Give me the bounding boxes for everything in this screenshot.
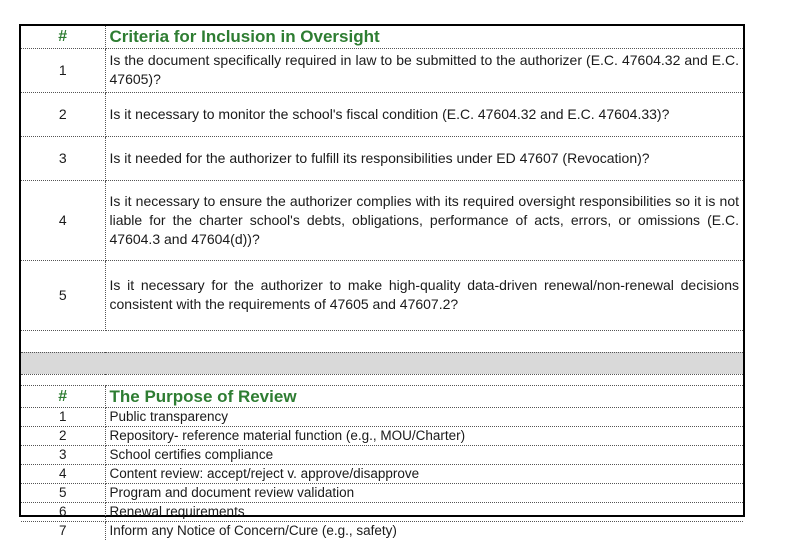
purpose-row-text: Public transparency — [105, 407, 743, 426]
purpose-row-number: 6 — [21, 502, 105, 521]
criteria-hash-header: # — [21, 26, 105, 48]
criteria-row — [21, 92, 743, 136]
purpose-row — [21, 502, 743, 521]
criteria-row-number: 3 — [21, 136, 105, 180]
purpose-row-number: 1 — [21, 407, 105, 426]
criteria-row — [21, 136, 743, 180]
purpose-row-text: Inform any Notice of Concern/Cure (e.g., safety) — [109, 522, 397, 538]
criteria-row-text: Is it necessary to ensure the authorizer complies with its required oversight responsibilities so it is not liable for the charter school's debts, obligations, performance of acts, errors, or omissions (E.C. 47604.3 and 47604(d))? — [105, 180, 743, 260]
criteria-row-number: 4 — [21, 180, 105, 260]
purpose-row — [21, 426, 743, 445]
purpose-row — [21, 464, 743, 483]
purpose-row — [21, 407, 743, 426]
criteria-row-number: 2 — [21, 92, 105, 136]
criteria-title: Criteria for Inclusion in Oversight — [105, 26, 743, 48]
purpose-header-row — [21, 385, 743, 407]
purpose-hash-header: # — [21, 385, 105, 407]
criteria-header-row — [21, 26, 743, 48]
purpose-row — [21, 445, 743, 464]
purpose-row-text: Repository- reference material function (e.g., MOU/Charter) — [105, 426, 743, 445]
criteria-row — [21, 48, 743, 92]
gray-separator-row — [21, 352, 743, 374]
purpose-row-number: 2 — [21, 426, 105, 445]
criteria-table-sheet — [19, 24, 745, 538]
purpose-row-text: Renewal requirements — [105, 502, 743, 521]
purpose-row-text: Program and document review validation — [105, 483, 743, 502]
spacer-row — [21, 330, 743, 352]
purpose-row-number: 3 — [21, 445, 105, 464]
criteria-row-text: Is it necessary to monitor the school's fiscal condition (E.C. 47604.32 and E.C. 47604.33)? — [105, 92, 743, 136]
purpose-row — [21, 483, 743, 502]
purpose-row-number: 4 — [21, 464, 105, 483]
purpose-row-number: 5 — [21, 483, 105, 502]
purpose-title: The Purpose of Review — [105, 385, 743, 407]
criteria-row-text: Is the document specifically required in law to be submitted to the authorizer (E.C. 47604.32 and E.C. 47605)? — [105, 48, 743, 92]
purpose-row-text: Content review: accept/reject v. approve/disapprove — [105, 464, 743, 483]
purpose-row-text: School certifies compliance — [105, 445, 743, 464]
criteria-row — [21, 260, 743, 330]
purpose-row — [21, 521, 743, 540]
spacer-row — [21, 374, 743, 385]
criteria-row-number: 1 — [21, 48, 105, 92]
criteria-row-text: Is it needed for the authorizer to fulfill its responsibilities under ED 47607 (Revocation)? — [105, 136, 743, 180]
criteria-table — [21, 26, 743, 540]
purpose-row-number: 7 — [21, 521, 105, 540]
criteria-row — [21, 180, 743, 260]
criteria-row-number: 5 — [21, 260, 105, 330]
criteria-row-text: Is it necessary for the authorizer to make high-quality data-driven renewal/non-renewal decisions consistent with the requirements of 47605 and 47607.2? — [105, 260, 743, 330]
